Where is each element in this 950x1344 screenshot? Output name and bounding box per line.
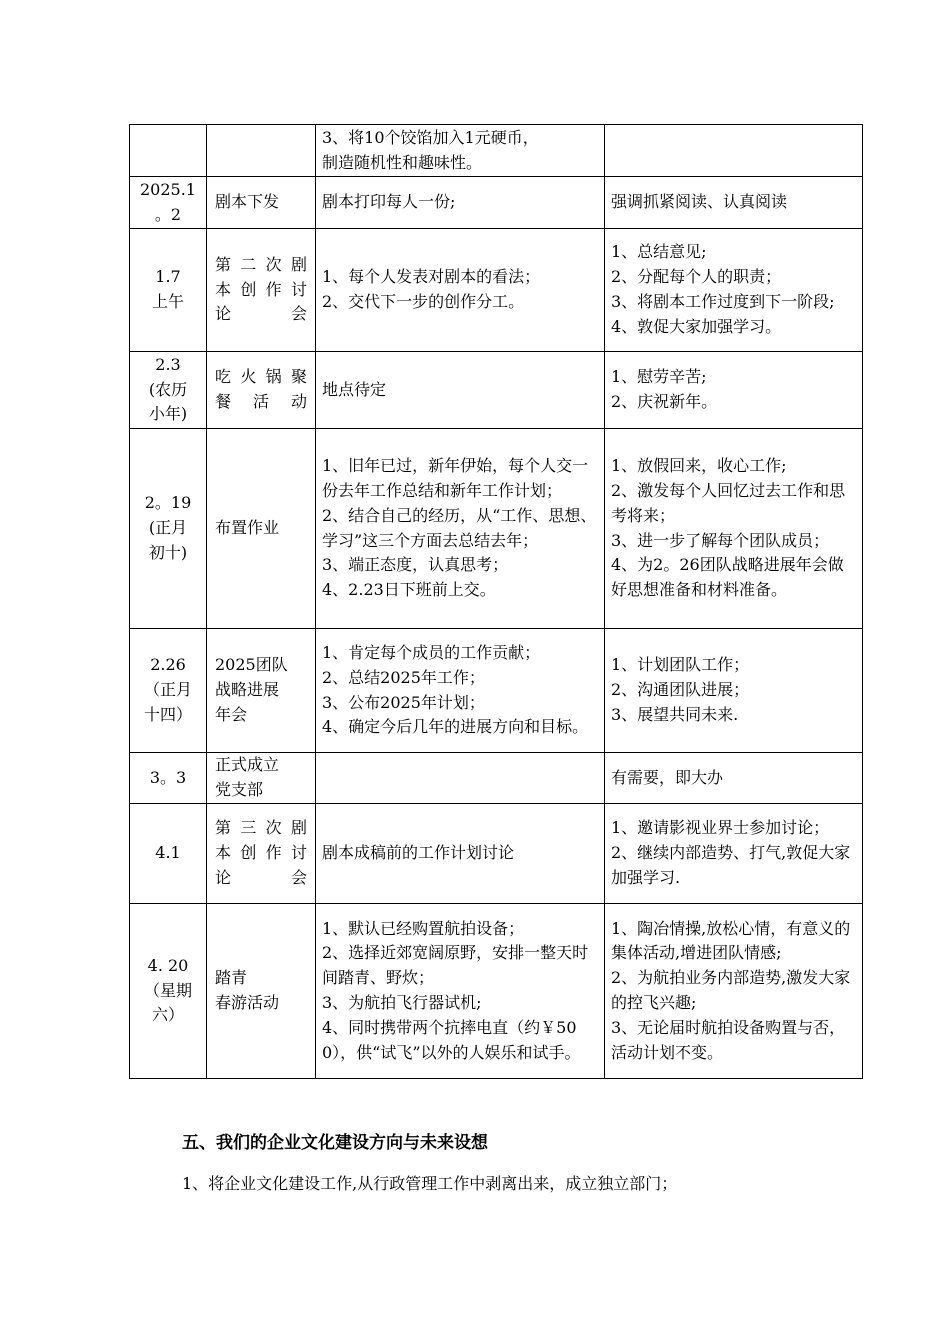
content-cell: 3、将10个饺馅加入1元硬币， 制造随机性和趣味性。 (316, 125, 605, 177)
table-row (130, 125, 863, 177)
event-cell: 正式成立 党支部 (207, 753, 316, 804)
section-paragraph: 1、将企业文化建设工作,从行政管理工作中剥离出来，成立独立部门； (182, 1174, 678, 1193)
event-cell: 吃火锅聚 餐活动 (207, 352, 316, 429)
goal-cell: 1、邀请影视业界士参加讨论； 2、继续内部造势、打气,敦促大家加强学习. (605, 804, 863, 904)
event-cell: 布置作业 (207, 429, 316, 629)
date-cell (130, 125, 207, 177)
table-row (130, 177, 863, 229)
date-cell: 2.3 (农历 小年) (130, 352, 207, 429)
table-row (130, 804, 863, 904)
event-cell: 踏青 春游活动 (207, 904, 316, 1079)
date-cell: 3。3 (130, 753, 207, 804)
goal-cell: 有需要，即大办 (605, 753, 863, 804)
table-row (130, 753, 863, 804)
event-cell: 第三次剧 本创作讨 论会 (207, 804, 316, 904)
content-cell: 1、肯定每个成员的工作贡献； 2、总结2025年工作； 3、公布2025年计划； 4、确定今后几年的进展方向和目标。 (316, 629, 605, 753)
goal-cell (605, 125, 863, 177)
table-row (130, 229, 863, 352)
table-row (130, 352, 863, 429)
table-row (130, 904, 863, 1079)
activity-plan-table (129, 124, 863, 1079)
date-cell: 1.7 上午 (130, 229, 207, 352)
content-cell: 1、旧年已过，新年伊始，每个人交一份去年工作总结和新年工作计划； 2、结合自己的经历，从“工作、思想、学习”这三个方面去总结去年； 3、端正态度，认真思考； 4、2.23日下班前上交。 (316, 429, 605, 629)
content-cell (316, 753, 605, 804)
event-cell (207, 125, 316, 177)
content-cell: 1、每个人发表对剧本的看法； 2、交代下一步的创作分工。 (316, 229, 605, 352)
content-cell: 剧本打印每人一份; (316, 177, 605, 229)
goal-cell: 强调抓紧阅读、认真阅读 (605, 177, 863, 229)
date-cell: 2。19 (正月 初十) (130, 429, 207, 629)
goal-cell: 1、总结意见; 2、分配每个人的职责； 3、将剧本工作过度到下一阶段; 4、敦促大家加强学习。 (605, 229, 863, 352)
table-row (130, 629, 863, 753)
event-cell: 剧本下发 (207, 177, 316, 229)
date-cell: 2.26 （正月 十四） (130, 629, 207, 753)
content-cell: 地点待定 (316, 352, 605, 429)
section-heading: 五、我们的企业文化建设方向与未来设想 (182, 1133, 488, 1153)
content-cell: 1、默认已经购置航拍设备； 2、选择近郊宽阔原野，安排一整天时间踏青、野炊； 3、为航拍飞行器试机; 4、同时携带两个抗摔电直（约￥500），供“试飞”以外的人娱乐和试手。 (316, 904, 605, 1079)
goal-cell: 1、计划团队工作； 2、沟通团队进展； 3、展望共同未来. (605, 629, 863, 753)
goal-cell: 1、慰劳辛苦; 2、庆祝新年。 (605, 352, 863, 429)
event-cell: 2025团队 战略进展 年会 (207, 629, 316, 753)
event-cell: 第二次剧 本创作讨 论会 (207, 229, 316, 352)
date-cell: 4.1 (130, 804, 207, 904)
date-cell: 2025.1 。2 (130, 177, 207, 229)
goal-cell: 1、陶冶情操,放松心情，有意义的集体活动,增进团队情感; 2、为航拍业务内部造势,激发大家的控飞兴趣; 3、无论届时航拍设备购置与否，活动计划不变。 (605, 904, 863, 1079)
goal-cell: 1、放假回来，收心工作; 2、激发每个人回忆过去工作和思考将来； 3、进一步了解每个团队成员； 4、为2。26团队战略进展年会做好思想准备和材料准备。 (605, 429, 863, 629)
table-row (130, 429, 863, 629)
content-cell: 剧本成稿前的工作计划讨论 (316, 804, 605, 904)
date-cell: 4. 20 （星期 六） (130, 904, 207, 1079)
